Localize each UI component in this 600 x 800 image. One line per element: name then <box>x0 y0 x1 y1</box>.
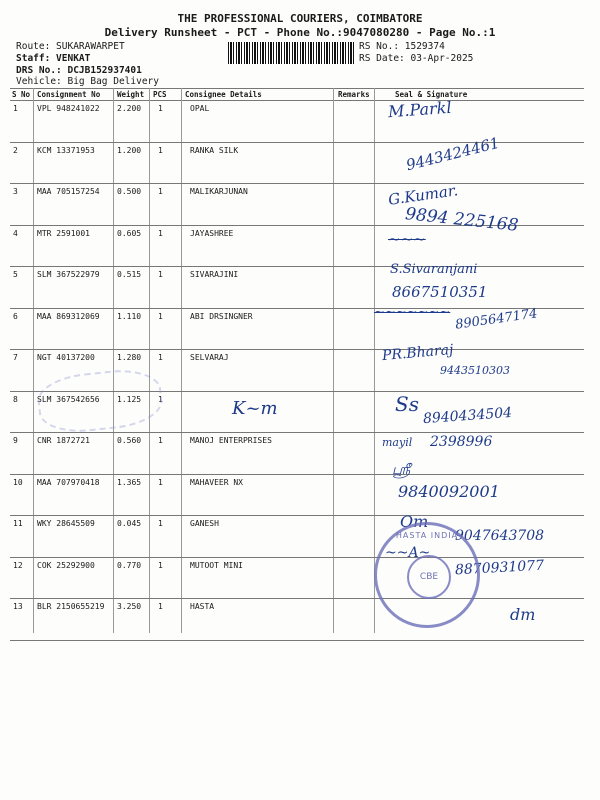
row-rule <box>10 515 584 516</box>
row-sno: 12 <box>13 560 23 570</box>
col-divider <box>333 88 334 633</box>
header-rule <box>10 100 584 101</box>
row-weight: 2.200 <box>117 104 142 113</box>
row-consignee: JAYASHREE <box>190 228 234 238</box>
row-rule <box>10 557 584 558</box>
row-consignment-no: BLR 2150655219 <box>37 602 105 611</box>
row-pcs: 1 <box>158 436 163 445</box>
row-consignment-no: WKY 28645509 <box>37 519 95 528</box>
row-weight: 0.560 <box>117 436 142 445</box>
col-header-signature: Seal & Signature <box>395 90 468 99</box>
row-sno: 7 <box>13 353 18 362</box>
stamp-ring-text: HASTA INDIA <box>395 531 459 540</box>
col-divider <box>149 88 150 633</box>
row-consignment-no: KCM 13371953 <box>37 145 95 155</box>
signature-6-mark: ~~~~~~~ <box>374 305 451 320</box>
row-rule <box>10 640 584 641</box>
row-rule <box>10 183 584 184</box>
row-weight: 0.500 <box>117 187 142 196</box>
row-consignment-no: MTR 2591001 <box>37 228 90 238</box>
row-consignee: SELVARAJ <box>190 353 229 362</box>
col-divider <box>113 88 114 633</box>
stamp-smudge <box>35 366 164 437</box>
row-pcs: 1 <box>158 394 163 404</box>
row-weight: 1.200 <box>117 145 142 155</box>
signature-6: 8905647174 <box>454 306 539 333</box>
row-pcs: 1 <box>158 311 163 321</box>
row-rule <box>10 432 584 433</box>
row-rule <box>10 598 584 599</box>
signature-7-phone: 9443510303 <box>440 364 510 377</box>
row-rule <box>10 308 584 309</box>
row-pcs: 1 <box>158 187 163 196</box>
row-consignee: HASTA <box>190 602 215 611</box>
row-consignment-no: COK 25292900 <box>37 560 95 570</box>
row-rule <box>10 266 584 267</box>
row-consignment-no: MAA 869312069 <box>37 311 100 321</box>
row-consignment-no: MAA 705157254 <box>37 187 100 196</box>
runsheet-subtitle: Delivery Runsheet - PCT - Phone No.:9047080280 - Page No.:1 <box>104 26 496 39</box>
row-weight: 1.110 <box>117 311 142 321</box>
signature-13: dm <box>510 605 536 624</box>
row-consignee: MANOJ ENTERPRISES <box>190 436 272 445</box>
row-pcs: 1 <box>158 228 163 238</box>
row-consignee: OPAL <box>190 104 210 113</box>
row-consignment-no: NGT 40137200 <box>37 353 95 362</box>
row-weight: 3.250 <box>117 602 142 611</box>
row-weight: 0.605 <box>117 228 142 238</box>
signature-5-phone: 8667510351 <box>392 283 488 301</box>
row-sno: 11 <box>13 519 23 528</box>
signature-12-mark: ~~A~ <box>385 545 431 561</box>
row-sno: 13 <box>13 602 23 611</box>
col-header-remarks: Remarks <box>338 90 370 99</box>
signature-12: 8870931077 <box>454 557 545 579</box>
signature-1: M.Parkl <box>387 97 453 122</box>
vehicle: Vehicle: Big Bag Delivery <box>16 76 159 87</box>
col-header-sno: S No <box>12 90 31 99</box>
row-consignee: ABI DRSINGNER <box>190 311 253 321</box>
row-pcs: 1 <box>158 602 163 611</box>
row-sno: 5 <box>13 270 18 279</box>
row-sno: 9 <box>13 436 18 445</box>
row-pcs: 1 <box>158 353 163 362</box>
staff: Staff: VENKAT <box>16 53 91 64</box>
row-sno: 6 <box>13 311 18 321</box>
signature-5-name: S.Sivaranjani <box>390 262 478 277</box>
col-divider <box>374 88 375 633</box>
row-consignee: MALIKARJUNAN <box>190 187 248 196</box>
signature-2: 9443424461 <box>404 133 502 175</box>
col-header-weight: Weight <box>117 90 145 99</box>
signature-11-mark: Om <box>400 512 429 531</box>
signature-7-name: PR.Bharaj <box>381 341 455 365</box>
row-weight: 0.045 <box>117 519 142 528</box>
stamp-center-text: CBE <box>407 555 451 599</box>
signature-11: 9047643708 <box>455 528 545 544</box>
company-title: THE PROFESSIONAL COURIERS, COIMBATORE <box>177 12 423 25</box>
row-pcs: 1 <box>158 477 163 487</box>
signature-10-mark: ஸ்ரீ <box>392 462 411 478</box>
row-rule <box>10 474 584 475</box>
signature-4: 9894 225168 <box>404 204 520 236</box>
rs-date: RS Date: 03-Apr-2025 <box>359 53 474 64</box>
row-weight: 1.280 <box>117 353 142 362</box>
row-sno: 2 <box>13 145 18 155</box>
row-pcs: 1 <box>158 270 163 279</box>
signature-8-scrawl: Ss <box>395 392 419 416</box>
col-header-consignee: Consignee Details <box>185 90 262 99</box>
row-consignee: SIVARAJINI <box>190 270 239 279</box>
signature-4b: ~~~ <box>388 230 426 248</box>
row-sno: 1 <box>13 104 18 113</box>
col-divider <box>33 88 34 633</box>
col-divider <box>181 88 182 633</box>
row-rule <box>10 349 584 350</box>
row-sno: 4 <box>13 228 18 238</box>
row-consignment-no: SLM 367542656 <box>37 394 100 404</box>
row-pcs: 1 <box>158 145 163 155</box>
col-header-consignment: Consignment No <box>37 90 101 99</box>
row-consignee: MAHAVEER NX <box>190 477 243 487</box>
table-top-rule <box>10 88 584 89</box>
rs-number: RS No.: 1529374 <box>359 41 445 52</box>
signature-9: 2398996 <box>430 434 493 450</box>
row-weight: 1.125 <box>117 394 142 404</box>
row-sno: 3 <box>13 187 18 196</box>
row-consignee: RANKA SILK <box>190 145 239 155</box>
row-consignment-no: CNR 1872721 <box>37 436 90 445</box>
row-pcs: 1 <box>158 104 163 113</box>
row-weight: 1.365 <box>117 477 142 487</box>
row-consignee: GANESH <box>190 519 219 528</box>
row-pcs: 1 <box>158 560 163 570</box>
signature-10: 9840092001 <box>398 482 500 501</box>
signature-9-mark: mayil <box>382 436 413 449</box>
row-consignment-no: VPL 948241022 <box>37 104 100 113</box>
barcode <box>228 42 356 64</box>
signature-8-mark: K~m <box>232 398 278 419</box>
row-weight: 0.770 <box>117 560 142 570</box>
company-seal-stamp <box>374 522 480 628</box>
row-pcs: 1 <box>158 519 163 528</box>
row-weight: 0.515 <box>117 270 142 279</box>
route: Route: SUKARAWARPET <box>16 41 125 52</box>
signature-3: G.Kumar. <box>387 181 460 209</box>
drs-number: DRS No.: DCJB152937401 <box>16 65 142 76</box>
row-sno: 8 <box>13 394 18 404</box>
row-sno: 10 <box>13 477 23 487</box>
row-consignment-no: MAA 707970418 <box>37 477 100 487</box>
row-consignment-no: SLM 367522979 <box>37 270 100 279</box>
row-consignee: MUTOOT MINI <box>190 560 243 570</box>
col-header-pcs: PCS <box>153 90 167 99</box>
signature-8: 8940434504 <box>422 404 513 428</box>
